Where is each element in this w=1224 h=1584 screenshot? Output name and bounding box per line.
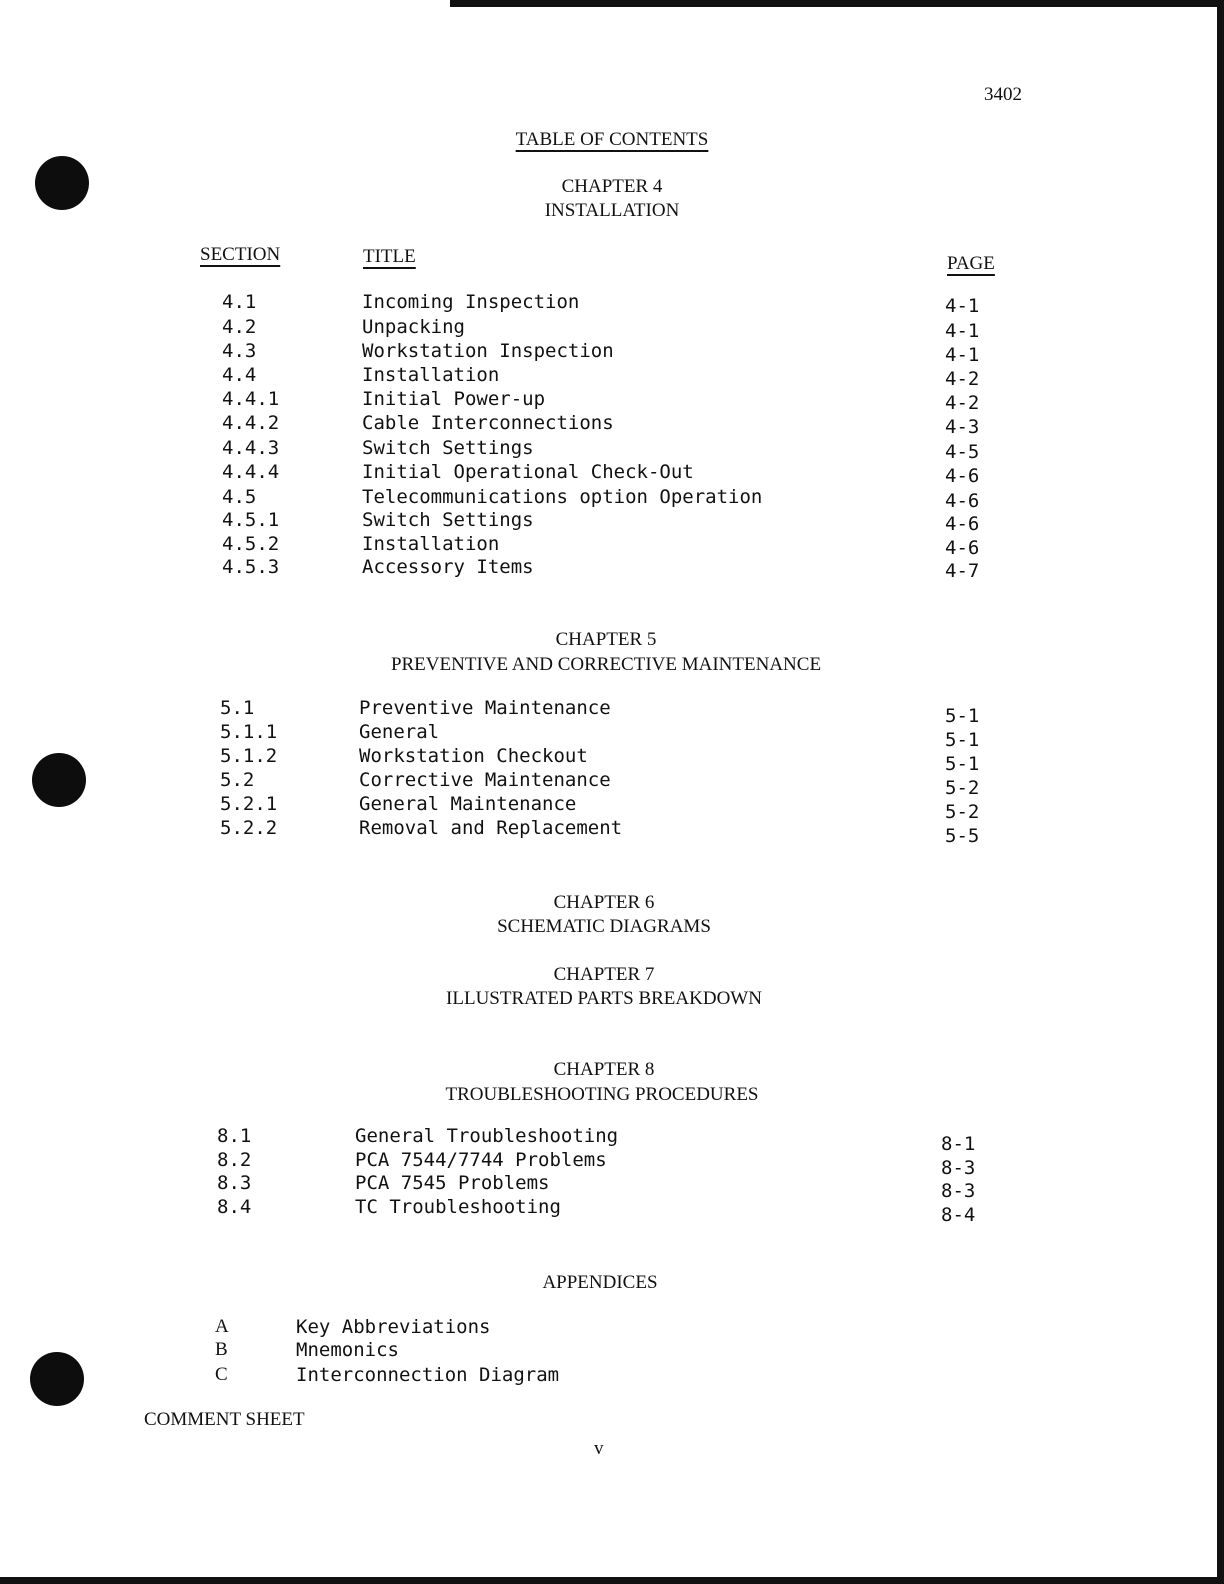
row-title: PCA 7544/7744 Problems [355,1149,607,1171]
appendix-letter: B [215,1339,228,1360]
row-section: 5.2.2 [220,817,278,839]
row-title: Accessory Items [362,556,534,578]
appendix-row [0,1364,1224,1388]
row-title: TC Troubleshooting [355,1196,561,1218]
row-page: 5-1 [945,753,980,775]
row-page: 8-1 [941,1133,976,1155]
row-title: Preventive Maintenance [359,697,611,719]
toc-row [0,461,1224,485]
row-title: General Maintenance [359,793,577,815]
row-title: Incoming Inspection [362,291,580,313]
column-header-page: PAGE [947,253,995,274]
toc-row [0,486,1224,510]
row-section: 4.4 [222,364,257,386]
row-page: 5-1 [945,729,980,751]
row-section: 8.1 [217,1125,252,1147]
toc-row [0,1125,1224,1155]
row-section: 4.4.2 [222,412,280,434]
row-section: 4.4.1 [222,388,280,410]
row-title: Installation [362,364,500,386]
row-section: 5.1.1 [220,721,278,743]
row-section: 4.3 [222,340,257,362]
toc-row [0,340,1224,364]
appendix-title: Mnemonics [296,1339,399,1361]
toc-row [0,533,1224,557]
row-title: Removal and Replacement [359,817,623,839]
row-page: 4-1 [945,344,980,366]
row-section: 8.3 [217,1172,252,1194]
chapter5-name: PREVENTIVE AND CORRECTIVE MAINTENANCE [390,654,822,675]
chapter8-label: CHAPTER 8 [553,1059,655,1080]
row-page: 4-5 [945,441,980,463]
appendix-title: Key Abbreviations [296,1316,491,1338]
appendix-row [0,1316,1224,1340]
chapter4-name: INSTALLATION [544,200,680,221]
toc-row [0,721,1224,751]
row-page: 8-4 [941,1204,976,1226]
appendix-row [0,1339,1224,1363]
row-title: Installation [362,533,500,555]
row-title: Workstation Inspection [362,340,614,362]
toc-row [0,1172,1224,1202]
row-page: 4-6 [945,537,980,559]
toc-row [0,316,1224,340]
row-page: 4-2 [945,392,980,414]
row-section: 4.5.3 [222,556,280,578]
appendix-title: Interconnection Diagram [296,1364,560,1386]
chapter6-label: CHAPTER 6 [553,892,655,913]
column-header-section: SECTION [200,244,281,265]
comment-sheet: COMMENT SHEET [144,1409,305,1430]
row-section: 5.1.2 [220,745,278,767]
row-page: 4-3 [945,416,980,438]
row-title: Workstation Checkout [359,745,588,767]
toc-row [0,1196,1224,1226]
row-page: 4-1 [945,295,980,317]
row-title: General Troubleshooting [355,1125,619,1147]
row-page: 4-6 [945,513,980,535]
row-section: 8.4 [217,1196,252,1218]
row-title: Corrective Maintenance [359,769,611,791]
row-section: 4.1 [222,291,257,313]
toc-row [0,437,1224,461]
row-section: 4.2 [222,316,257,338]
row-title: Cable Interconnections [362,412,614,434]
toc-row [0,1149,1224,1179]
row-title: Telecommunications option Operation [362,486,763,508]
scan-edge-bottom [0,1577,1224,1584]
row-section: 4.5.1 [222,509,280,531]
toc-row [0,291,1224,315]
row-section: 4.5.2 [222,533,280,555]
row-page: 8-3 [941,1180,976,1202]
toc-row [0,817,1224,847]
row-section: 4.4.4 [222,461,280,483]
row-title: PCA 7545 Problems [355,1172,550,1194]
row-section: 4.5 [222,486,257,508]
row-title: Initial Power-up [362,388,546,410]
row-page: 4-1 [945,320,980,342]
row-section: 5.2.1 [220,793,278,815]
row-page: 5-2 [945,777,980,799]
row-title: Initial Operational Check-Out [362,461,694,483]
row-page: 8-3 [941,1157,976,1179]
row-title: Switch Settings [362,509,534,531]
toc-row [0,556,1224,580]
chapter4-label: CHAPTER 4 [561,176,663,197]
row-page: 4-6 [945,465,980,487]
document-number: 3402 [984,84,1022,105]
row-title: Unpacking [362,316,465,338]
chapter5-label: CHAPTER 5 [555,629,657,650]
appendices-heading: APPENDICES [542,1272,658,1293]
toc-title-text: TABLE OF CONTENTS [515,129,709,150]
toc-row [0,364,1224,388]
row-section: 8.2 [217,1149,252,1171]
appendix-letter: A [215,1316,229,1337]
row-title: General [359,721,440,743]
toc-row [0,388,1224,412]
row-section: 5.2 [220,769,255,791]
toc-row [0,745,1224,775]
chapter7-name: ILLUSTRATED PARTS BREAKDOWN [446,988,762,1009]
row-page: 5-1 [945,705,980,727]
column-header-title: TITLE [363,246,416,267]
row-page: 5-2 [945,801,980,823]
appendix-letter: C [215,1364,228,1385]
row-section: 4.4.3 [222,437,280,459]
page-number: v [594,1438,604,1459]
toc-title [0,128,1224,152]
row-page: 4-2 [945,368,980,390]
row-page: 4-6 [945,490,980,512]
toc-row [0,769,1224,799]
toc-row [0,412,1224,436]
row-page: 5-5 [945,825,980,847]
toc-row [0,509,1224,533]
chapter7-label: CHAPTER 7 [553,964,655,985]
row-section: 5.1 [220,697,255,719]
row-title: Switch Settings [362,437,534,459]
chapter8-name: TROUBLESHOOTING PROCEDURES [445,1084,759,1105]
scan-edge-top [450,0,1224,7]
chapter6-name: SCHEMATIC DIAGRAMS [497,916,711,937]
row-page: 4-7 [945,560,980,582]
toc-row [0,697,1224,727]
toc-row [0,793,1224,823]
